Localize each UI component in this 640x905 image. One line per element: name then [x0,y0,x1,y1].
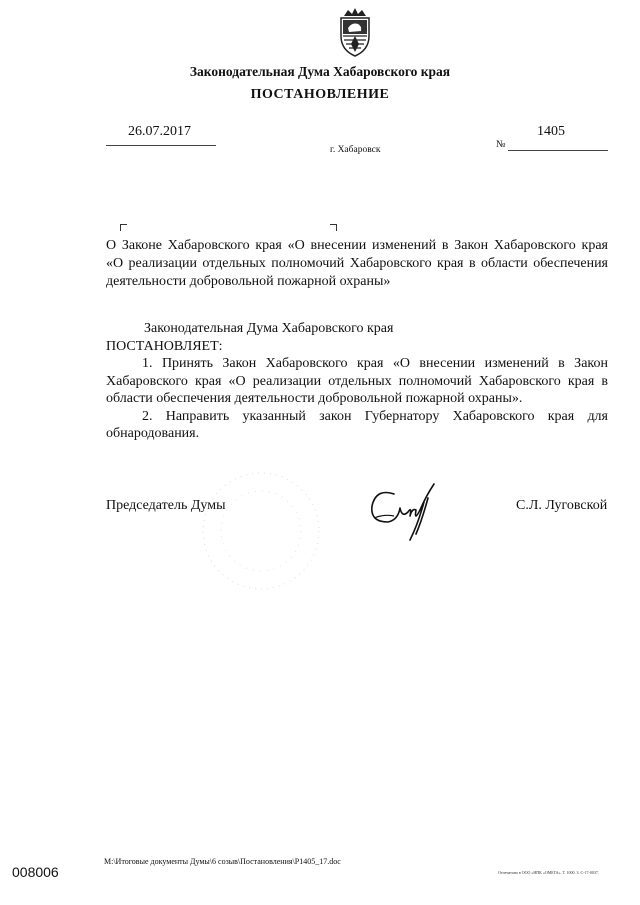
print-info: Отпечатано в ООО «НПК «ОМЕГА», Т. 1000. З. С-17-0037. [498,870,599,875]
registration-number: 008006 [12,864,59,880]
signatory-name: С.Л. Луговской [516,498,608,513]
handwritten-signature [364,478,444,546]
date-underline [106,145,216,146]
faded-stamp [196,466,326,596]
document-type: ПОСТАНОВЛЕНИЕ [250,87,390,102]
resolution-item-1: 1. Принять Закон Хабаровского края «О внесении изменений в Закон Хабаровского края «О реализации отдельных полномочий Хабаровского края в области обеспечения деятельности добровольной пожарной охраны». [106,356,608,406]
title-line: деятельности добровольной пожарной охраны» [106,274,391,289]
number-underline [508,150,608,151]
title-bracket-left [120,224,127,231]
title-line: «О реализации отдельных полномочий Хабаровского края в области обеспечения [106,256,608,271]
document-city: г. Хабаровск [330,145,381,155]
title-line: О Законе Хабаровского края «О внесении изменений в Закон Хабаровского края [106,238,608,253]
document-title [106,237,608,291]
document-body [106,320,608,443]
resolution-item-2: 2. Направить указанный закон Губернатору Хабаровского края для обнародования. [106,408,608,441]
number-sign: № [496,139,506,150]
file-path: M:\Итоговые документы Думы\6 созыв\Постановления\P1405_17.doc [104,857,341,866]
document-number: 1405 [537,124,565,139]
organization-name: Законодательная Дума Хабаровского края [189,64,451,79]
resolves-heading: ПОСТАНОВЛЯЕТ: [106,338,223,354]
signatory-position: Председатель Думы [106,498,226,513]
intro-text: Законодательная Дума Хабаровского края [144,321,394,336]
document-date: 26.07.2017 [128,124,191,139]
coat-of-arms-emblem [334,6,376,58]
title-bracket-right [330,224,337,231]
